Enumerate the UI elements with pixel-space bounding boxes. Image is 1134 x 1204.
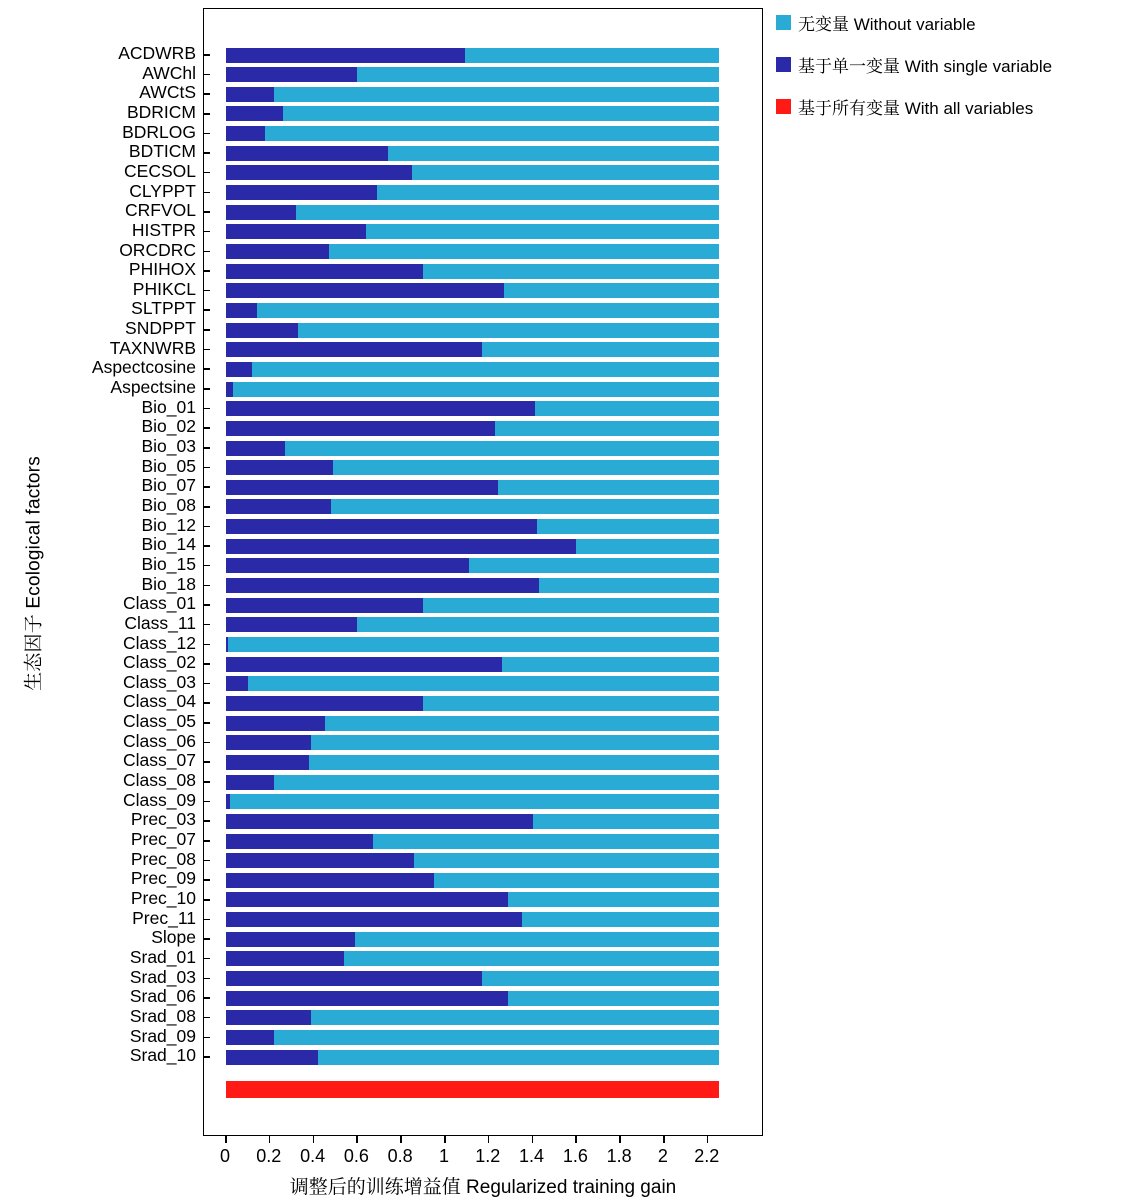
- bar-segment-single-variable: [226, 814, 533, 829]
- y-axis-tick-mark: [203, 860, 210, 862]
- bar-row: [226, 323, 719, 338]
- bar-row: [226, 165, 719, 180]
- bar-row: [226, 146, 719, 161]
- bar-segment-single-variable: [226, 460, 333, 475]
- y-axis-tick-label: AWCtS: [139, 82, 196, 103]
- bar-segment-single-variable: [226, 912, 522, 927]
- bar-row: [226, 755, 719, 770]
- bar-row: [226, 342, 719, 357]
- y-axis-tick-label: Srad_09: [129, 1025, 196, 1046]
- y-axis-tick-label: Aspectcosine: [91, 357, 196, 378]
- bar-row: [226, 873, 719, 888]
- bar-segment-single-variable: [226, 617, 357, 632]
- bar-row: [226, 1050, 719, 1065]
- y-axis-tick-mark: [203, 997, 210, 999]
- legend-label-single-variable: 基于单一变量 With single variable: [798, 57, 1053, 76]
- bar-segment-single-variable: [226, 932, 355, 947]
- bar-row: [226, 303, 719, 318]
- x-axis-tick-mark: [619, 1136, 621, 1143]
- y-axis-tick-mark: [203, 172, 210, 174]
- y-axis-tick-label: SLTPPT: [131, 298, 196, 319]
- bar-segment-single-variable: [226, 873, 434, 888]
- x-axis-tick-label: 0.2: [256, 1146, 282, 1166]
- y-axis-tick-label: Srad_01: [129, 946, 196, 967]
- x-axis-tick-mark: [575, 1136, 577, 1143]
- y-axis-tick-label: Class_03: [123, 671, 196, 692]
- y-axis-tick-label: Srad_03: [129, 966, 196, 987]
- bar-segment-single-variable: [226, 342, 482, 357]
- y-axis-tick-label: Aspectsine: [110, 377, 196, 398]
- y-axis-tick-label: Bio_08: [141, 494, 196, 515]
- bar-segment-single-variable: [226, 539, 576, 554]
- bar-row: [226, 106, 719, 121]
- bar-series-container: [204, 9, 762, 1135]
- bar-segment-single-variable: [226, 1050, 318, 1065]
- y-axis-tick-mark: [203, 742, 210, 744]
- y-axis-tick-label: TAXNWRB: [109, 337, 196, 358]
- bar-row: [226, 617, 719, 632]
- y-axis-tick-label: Bio_12: [141, 514, 196, 535]
- legend-item-without-variable: [776, 10, 1126, 35]
- y-axis-tick-label: Slope: [151, 927, 196, 948]
- y-axis-tick-label: Bio_05: [141, 455, 196, 476]
- y-axis-tick-label: Prec_03: [130, 809, 196, 830]
- bar-segment-single-variable: [226, 185, 377, 200]
- y-axis-tick-mark: [203, 368, 210, 370]
- y-axis-tick-label: Bio_15: [141, 553, 196, 574]
- bar-segment-single-variable: [226, 775, 274, 790]
- bar-segment-single-variable: [226, 441, 285, 456]
- x-axis-tick-mark: [356, 1136, 358, 1143]
- bar-segment-without-variable: [226, 676, 719, 691]
- x-axis-tick-label: 0: [219, 1146, 230, 1166]
- bar-segment-single-variable: [226, 382, 233, 397]
- x-axis-tick-mark: [707, 1136, 709, 1143]
- x-axis-tick-label: 1.4: [519, 1146, 545, 1166]
- bar-segment-without-variable: [226, 794, 719, 809]
- y-axis-tick-mark: [203, 349, 210, 351]
- y-axis-tick-mark: [203, 761, 210, 763]
- bar-row: [226, 657, 719, 672]
- bar-row: [226, 971, 719, 986]
- y-axis-tick-mark: [203, 801, 210, 803]
- bar-segment-without-variable: [226, 775, 719, 790]
- y-axis-tick-label: CLYPPT: [129, 180, 196, 201]
- bar-row: [226, 264, 719, 279]
- bar-row: [226, 382, 719, 397]
- y-axis-tick-mark: [203, 545, 210, 547]
- y-axis-tick-label: AWChl: [142, 62, 196, 83]
- bar-row: [226, 87, 719, 102]
- bar-segment-single-variable: [226, 421, 495, 436]
- bar-segment-single-variable: [226, 283, 504, 298]
- bar-segment-single-variable: [226, 205, 296, 220]
- bar-segment-single-variable: [226, 696, 423, 711]
- y-axis-tick-mark: [203, 683, 210, 685]
- y-axis-tick-mark: [203, 899, 210, 901]
- y-axis-tick-label: Prec_11: [132, 907, 196, 928]
- bar-row: [226, 716, 719, 731]
- x-axis-tick-mark: [488, 1136, 490, 1143]
- y-axis-tick-label: ORCDRC: [119, 239, 196, 260]
- bar-row: [226, 775, 719, 790]
- y-axis-tick-label: HISTPR: [131, 219, 196, 240]
- bar-segment-single-variable: [226, 598, 423, 613]
- legend-label-all-variables: 基于所有变量 With all variables: [798, 99, 1034, 118]
- bar-segment-single-variable: [226, 834, 373, 849]
- y-axis-tick-mark: [203, 152, 210, 154]
- y-axis-tick-label: Class_05: [123, 711, 196, 732]
- x-axis-tick-label: 1.8: [606, 1146, 632, 1166]
- y-axis-tick-mark: [203, 74, 210, 76]
- y-axis-tick-mark: [203, 938, 210, 940]
- x-axis-tick-mark: [532, 1136, 534, 1143]
- bar-segment-single-variable: [226, 1030, 274, 1045]
- bar-row: [226, 637, 719, 652]
- bar-segment-single-variable: [226, 755, 309, 770]
- legend-item-all-variables: [776, 94, 1126, 119]
- y-axis-tick-label: ACDWRB: [118, 43, 196, 63]
- bar-row: [226, 834, 719, 849]
- bar-segment-without-variable: [226, 126, 719, 141]
- bar-all-variables: [226, 1081, 719, 1098]
- y-axis-tick-label: PHIKCL: [132, 278, 196, 299]
- bar-segment-single-variable: [226, 87, 274, 102]
- x-axis-tick-mark: [663, 1136, 665, 1143]
- y-axis-tick-label: BDTICM: [128, 141, 196, 162]
- legend-swatch-single-variable: [776, 57, 791, 72]
- y-axis-tick-mark: [203, 231, 210, 233]
- y-axis-tick-label: Bio_03: [141, 436, 196, 456]
- y-axis-tick-label: Srad_06: [129, 986, 196, 1007]
- x-axis-tick-mark: [444, 1136, 446, 1143]
- bar-segment-without-variable: [226, 87, 719, 102]
- x-axis-title: 调整后的训练增益值 Regularized training gain: [289, 1177, 677, 1198]
- y-axis-tick-label: Bio_18: [141, 573, 196, 594]
- bar-segment-single-variable: [226, 991, 508, 1006]
- bar-segment-single-variable: [226, 126, 265, 141]
- y-axis-tick-label: Bio_02: [141, 416, 196, 437]
- y-axis-tick-label: Srad_08: [129, 1005, 196, 1026]
- bar-row: [226, 912, 719, 927]
- y-axis-tick-mark: [203, 93, 210, 95]
- y-axis-tick-label: Class_08: [123, 770, 196, 791]
- y-axis-tick-label: Prec_08: [130, 848, 196, 869]
- bar-segment-single-variable: [226, 48, 465, 63]
- y-axis-tick-mark: [203, 663, 210, 665]
- y-axis-tick-mark: [203, 624, 210, 626]
- y-axis-tick-mark: [203, 54, 210, 56]
- y-axis-tick-mark: [203, 978, 210, 980]
- bar-row: [226, 126, 719, 141]
- y-axis-tick-label: Prec_10: [130, 887, 196, 908]
- legend-swatch-all-variables: [776, 99, 791, 114]
- y-axis-tick-label: Bio_14: [141, 534, 196, 555]
- y-axis-tick-label: Class_07: [123, 750, 196, 771]
- y-axis-tick-mark: [203, 565, 210, 567]
- y-axis-tick-mark: [203, 526, 210, 528]
- y-axis-tick-mark: [203, 1056, 210, 1058]
- y-axis-tick-label: Class_01: [123, 593, 196, 614]
- bar-row: [226, 185, 719, 200]
- bar-segment-single-variable: [226, 480, 498, 495]
- bar-row: [226, 205, 719, 220]
- bar-row: [226, 735, 719, 750]
- bar-segment-single-variable: [226, 578, 539, 593]
- bar-segment-single-variable: [226, 303, 257, 318]
- y-axis-tick-label: Class_02: [123, 652, 196, 673]
- y-axis-tick-mark: [203, 958, 210, 960]
- y-axis-tick-mark: [203, 1037, 210, 1039]
- bar-segment-single-variable: [226, 1010, 311, 1025]
- bar-row: [226, 283, 719, 298]
- bar-row: [226, 539, 719, 554]
- legend-swatch-without-variable: [776, 15, 791, 30]
- bar-row: [226, 853, 719, 868]
- y-axis-tick-labels: [0, 8, 196, 1136]
- y-axis-tick-mark: [203, 585, 210, 587]
- bar-segment-without-variable: [226, 323, 719, 338]
- y-axis-tick-mark: [203, 290, 210, 292]
- bar-row: [226, 480, 719, 495]
- x-axis-tick-mark: [400, 1136, 402, 1143]
- x-axis-tick-label: 0.8: [387, 1146, 413, 1166]
- y-axis-tick-mark: [203, 1017, 210, 1019]
- bar-row: [226, 224, 719, 239]
- bar-segment-single-variable: [226, 519, 537, 534]
- bar-segment-without-variable: [226, 441, 719, 456]
- x-axis-tick-mark: [269, 1136, 271, 1143]
- bar-segment-single-variable: [226, 657, 502, 672]
- plot-area: [203, 8, 763, 1136]
- y-axis-tick-mark: [203, 781, 210, 783]
- y-axis-tick-label: Prec_09: [130, 868, 196, 889]
- bar-segment-single-variable: [226, 716, 325, 731]
- y-axis-tick-label: CECSOL: [124, 160, 196, 181]
- y-axis-tick-mark: [203, 604, 210, 606]
- legend-item-single-variable: [776, 52, 1126, 77]
- y-axis-tick-mark: [203, 211, 210, 213]
- y-axis-tick-mark: [203, 447, 210, 449]
- bar-segment-without-variable: [226, 382, 719, 397]
- bar-row: [226, 696, 719, 711]
- y-axis-tick-label: Class_06: [123, 730, 196, 751]
- bar-segment-single-variable: [226, 676, 248, 691]
- y-axis-tick-label: Prec_07: [130, 829, 196, 849]
- y-axis-tick-mark: [203, 919, 210, 921]
- bar-segment-single-variable: [226, 637, 228, 652]
- x-axis-tick-label: 0.6: [343, 1146, 369, 1166]
- bar-segment-single-variable: [226, 892, 508, 907]
- legend-label-without-variable: 无变量 Without variable: [798, 15, 976, 34]
- y-axis-tick-label: Class_12: [123, 632, 196, 653]
- bar-segment-without-variable: [226, 637, 719, 652]
- bar-segment-single-variable: [226, 323, 298, 338]
- bar-row: [226, 441, 719, 456]
- x-axis-tick-label: 2: [657, 1146, 668, 1166]
- bar-segment-single-variable: [226, 794, 230, 809]
- bar-segment-single-variable: [226, 735, 311, 750]
- y-axis-tick-label: PHIHOX: [128, 259, 196, 280]
- legend: [776, 10, 1126, 136]
- y-axis-tick-mark: [203, 270, 210, 272]
- bar-row: [226, 951, 719, 966]
- bar-segment-single-variable: [226, 106, 283, 121]
- y-axis-tick-mark: [203, 408, 210, 410]
- x-axis-tick-mark: [225, 1136, 227, 1143]
- y-axis-tick-mark: [203, 309, 210, 311]
- y-axis-tick-mark: [203, 388, 210, 390]
- y-axis-tick-label: BDRLOG: [122, 121, 196, 142]
- y-axis-tick-mark: [203, 427, 210, 429]
- x-axis-tick-label: 1: [438, 1146, 449, 1166]
- bar-row: [226, 499, 719, 514]
- bar-segment-single-variable: [226, 971, 482, 986]
- y-axis-tick-label: BDRICM: [126, 101, 196, 122]
- bar-segment-single-variable: [226, 499, 331, 514]
- bar-row: [226, 362, 719, 377]
- y-axis-tick-label: Srad_10: [129, 1045, 196, 1066]
- y-axis-tick-label: Class_04: [123, 691, 196, 712]
- bar-segment-single-variable: [226, 401, 535, 416]
- y-axis-tick-mark: [203, 506, 210, 508]
- y-axis-tick-mark: [203, 702, 210, 704]
- y-axis-title: 生态因子 Ecological factors: [23, 456, 45, 691]
- y-axis-tick-mark: [203, 840, 210, 842]
- y-axis-tick-mark: [203, 644, 210, 646]
- x-axis-tick-mark: [313, 1136, 315, 1143]
- x-axis-tick-label: 0.4: [300, 1146, 326, 1166]
- y-axis-tick-label: Class_09: [123, 789, 196, 810]
- bar-segment-single-variable: [226, 67, 357, 82]
- y-axis-tick-mark: [203, 251, 210, 253]
- y-axis-tick-mark: [203, 722, 210, 724]
- y-axis-tick-mark: [203, 192, 210, 194]
- bar-row: [226, 598, 719, 613]
- bar-segment-single-variable: [226, 951, 344, 966]
- bar-segment-without-variable: [226, 303, 719, 318]
- bar-row: [226, 460, 719, 475]
- bar-segment-single-variable: [226, 362, 252, 377]
- y-axis-tick-mark: [203, 820, 210, 822]
- y-axis-tick-mark: [203, 486, 210, 488]
- y-axis-tick-label: Bio_01: [141, 396, 196, 417]
- bar-segment-single-variable: [226, 224, 366, 239]
- y-axis-tick-label: SNDPPT: [125, 318, 196, 339]
- x-axis-tick-label: 1.2: [475, 1146, 501, 1166]
- x-axis-tick-label: 2.2: [694, 1146, 720, 1166]
- bar-row: [226, 244, 719, 259]
- bar-segment-without-variable: [226, 106, 719, 121]
- y-axis-tick-mark: [203, 329, 210, 331]
- bar-row: [226, 578, 719, 593]
- bar-segment-single-variable: [226, 558, 469, 573]
- bar-segment-single-variable: [226, 165, 412, 180]
- bar-segment-single-variable: [226, 264, 423, 279]
- bar-segment-single-variable: [226, 146, 388, 161]
- bar-row: [226, 48, 719, 63]
- bar-row: [226, 991, 719, 1006]
- bar-row: [226, 932, 719, 947]
- y-axis-tick-mark: [203, 879, 210, 881]
- bar-row: [226, 892, 719, 907]
- bar-row: [226, 814, 719, 829]
- bar-row: [226, 1030, 719, 1045]
- bar-segment-single-variable: [226, 853, 414, 868]
- bar-segment-without-variable: [226, 362, 719, 377]
- bar-row: [226, 519, 719, 534]
- y-axis-tick-label: Bio_07: [141, 475, 196, 496]
- bar-row: [226, 421, 719, 436]
- y-axis-tick-label: CRFVOL: [125, 200, 196, 221]
- y-axis-tick-mark: [203, 467, 210, 469]
- bar-segment-single-variable: [226, 244, 329, 259]
- bar-row: [226, 67, 719, 82]
- y-axis-tick-mark: [203, 113, 210, 115]
- bar-row: [226, 1010, 719, 1025]
- bar-segment-without-variable: [226, 205, 719, 220]
- bar-segment-without-variable: [226, 1030, 719, 1045]
- bar-row: [226, 794, 719, 809]
- bar-row: [226, 558, 719, 573]
- y-axis-tick-label: Class_11: [124, 612, 196, 633]
- x-axis-tick-label: 1.6: [562, 1146, 588, 1166]
- y-axis-tick-mark: [203, 133, 210, 135]
- bar-row: [226, 676, 719, 691]
- bar-row: [226, 401, 719, 416]
